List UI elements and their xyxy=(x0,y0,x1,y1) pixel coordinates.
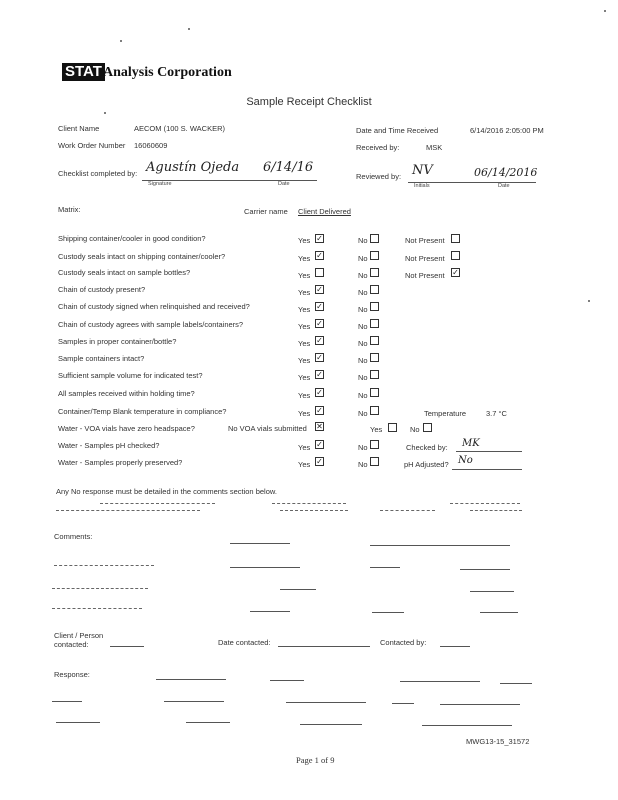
q-holding-time: All samples received within holding time? xyxy=(58,389,195,398)
yes-label: Yes xyxy=(298,254,311,263)
q-voa-headspace: Water - VOA vials have zero headspace? xyxy=(58,424,195,433)
no-label: No xyxy=(358,356,368,365)
work-order-value: 16060609 xyxy=(134,141,168,150)
no-checkbox[interactable] xyxy=(370,302,379,311)
scan-speck xyxy=(604,10,606,12)
comment-line xyxy=(54,565,154,566)
completed-by-label: Checklist completed by: xyxy=(58,169,138,178)
no-voa-checkbox[interactable]: ✕ xyxy=(316,422,323,431)
temperature-label: Temperature xyxy=(424,409,467,418)
carrier-label: Carrier name xyxy=(244,207,288,216)
response-label: Response: xyxy=(54,670,90,679)
no-checkbox[interactable] xyxy=(370,285,379,294)
yes-label: Yes xyxy=(298,356,311,365)
checked-by-value: MK xyxy=(462,438,480,449)
yes-label: Yes xyxy=(298,373,311,382)
q-proper-container: Samples in proper container/bottle? xyxy=(58,337,177,346)
response-line xyxy=(300,724,362,725)
response-line xyxy=(156,679,226,680)
q-sufficient-volume: Sufficient sample volume for indicated test? xyxy=(58,371,203,380)
yes-checkbox[interactable]: ✓ xyxy=(316,370,323,379)
q-chain-agrees-labels: Chain of custody agrees with sample labels/containers? xyxy=(58,320,244,329)
work-order-label: Work Order Number xyxy=(58,141,126,150)
comment-line xyxy=(52,588,148,589)
no-label: No xyxy=(358,288,368,297)
reviewed-initials: NV xyxy=(412,163,433,178)
client-person-label: Client / Person contacted: xyxy=(54,631,104,649)
date-received-label: Date and Time Received xyxy=(356,126,439,135)
comment-line xyxy=(372,612,404,613)
response-line xyxy=(440,704,520,705)
carrier-value: Client Delivered xyxy=(298,207,351,216)
client-person-line xyxy=(110,646,144,647)
comment-line xyxy=(380,510,435,511)
q-chain-signed: Chain of custody signed when relinquished and received? xyxy=(58,302,250,311)
comments-label: Comments: xyxy=(54,532,93,541)
comment-line xyxy=(250,611,290,612)
contacted-by-line xyxy=(440,646,470,647)
scan-speck xyxy=(188,28,190,30)
page-number: Page 1 of 9 xyxy=(296,755,335,765)
yes-checkbox[interactable]: ✓ xyxy=(316,406,323,415)
yes-checkbox[interactable]: ✓ xyxy=(316,285,323,294)
q-chain-of-custody-present: Chain of custody present? xyxy=(58,285,146,294)
comment-line xyxy=(280,589,316,590)
yes-checkbox[interactable]: ✓ xyxy=(316,388,323,397)
no-label: No xyxy=(358,373,368,382)
client-name-value: AECOM (100 S. WACKER) xyxy=(134,124,225,133)
document-id: MWG13-15_31572 xyxy=(466,737,530,746)
no-label: No xyxy=(358,322,368,331)
contacted-by-label: Contacted by: xyxy=(380,638,427,647)
q-containers-intact: Sample containers intact? xyxy=(58,354,145,363)
no-label: No xyxy=(358,409,368,418)
yes-checkbox[interactable] xyxy=(315,268,324,277)
date-contacted-line xyxy=(278,646,370,647)
yes-label: Yes xyxy=(298,391,311,400)
yes-checkbox[interactable]: ✓ xyxy=(316,353,323,362)
response-line xyxy=(52,701,82,702)
response-line xyxy=(286,702,366,703)
yes-label: Yes xyxy=(298,288,311,297)
yes-checkbox[interactable]: ✓ xyxy=(316,251,323,260)
q-temperature-compliance: Container/Temp Blank temperature in compliance? xyxy=(58,407,227,416)
yes-checkbox[interactable] xyxy=(388,423,397,432)
not-present-label: Not Present xyxy=(405,236,445,245)
q-ph-checked: Water - Samples pH checked? xyxy=(58,441,160,450)
no-checkbox[interactable] xyxy=(370,440,379,449)
initials-caption: Initials xyxy=(414,183,430,189)
yes-label: Yes xyxy=(298,236,311,245)
ph-adjusted-line xyxy=(452,469,522,470)
no-label: No xyxy=(358,271,368,280)
yes-checkbox[interactable]: ✓ xyxy=(316,336,323,345)
comment-line xyxy=(272,503,346,504)
date-caption: Date xyxy=(278,181,290,187)
q-properly-preserved: Water - Samples properly preserved? xyxy=(58,458,183,467)
ph-adjusted-label: pH Adjusted? xyxy=(404,460,449,469)
company-logo: STAT xyxy=(62,63,105,81)
reviewed-date-caption: Date xyxy=(498,183,510,189)
reviewed-by-label: Reviewed by: xyxy=(356,172,402,181)
no-label: No xyxy=(358,305,368,314)
no-label: No xyxy=(358,443,368,452)
signature-caption: Signature xyxy=(148,181,172,187)
completed-by-signature: Agustín Ojeda xyxy=(146,160,240,175)
comment-line xyxy=(230,567,300,568)
response-line xyxy=(56,722,100,723)
client-name-label: Client Name xyxy=(58,124,100,133)
comment-line xyxy=(470,591,514,592)
comment-line xyxy=(470,510,522,511)
ph-adjusted-value: No xyxy=(458,455,473,466)
yes-label: Yes xyxy=(298,305,311,314)
comment-line xyxy=(460,569,510,570)
no-checkbox[interactable] xyxy=(370,353,379,362)
comment-line xyxy=(450,503,520,504)
q-custody-seals-bottles: Custody seals intact on sample bottles? xyxy=(58,268,191,277)
scan-speck xyxy=(588,300,590,302)
no-checkbox[interactable] xyxy=(370,336,379,345)
comment-line xyxy=(52,608,142,609)
matrix-label: Matrix: xyxy=(58,205,81,214)
date-received-value: 6/14/2016 2:05:00 PM xyxy=(470,126,544,135)
no-checkbox[interactable] xyxy=(370,406,379,415)
no-checkbox[interactable] xyxy=(370,319,379,328)
comment-line xyxy=(56,510,200,511)
yes-checkbox[interactable]: ✓ xyxy=(316,440,323,449)
no-checkbox[interactable] xyxy=(370,234,379,243)
scan-speck xyxy=(120,40,122,42)
comment-line xyxy=(100,503,215,504)
response-line xyxy=(392,703,414,704)
no-checkbox[interactable] xyxy=(370,388,379,397)
no-label: No xyxy=(358,254,368,263)
no-voa-label: No VOA vials submitted xyxy=(228,424,307,433)
not-present-checkbox[interactable] xyxy=(451,234,460,243)
response-line xyxy=(164,701,224,702)
no-checkbox[interactable] xyxy=(370,268,379,277)
response-line xyxy=(400,681,480,682)
page-title: Sample Receipt Checklist xyxy=(246,96,372,108)
no-label: No xyxy=(358,339,368,348)
no-label: No xyxy=(410,425,420,434)
checked-by-line xyxy=(456,451,522,452)
yes-checkbox[interactable]: ✓ xyxy=(316,234,323,243)
completed-date: 6/14/16 xyxy=(263,160,314,175)
q-shipping-container: Shipping container/cooler in good condition? xyxy=(58,234,206,243)
yes-label: Yes xyxy=(298,322,311,331)
comment-line xyxy=(370,567,400,568)
yes-label: Yes xyxy=(298,339,311,348)
not-present-label: Not Present xyxy=(405,254,445,263)
comment-line xyxy=(280,510,348,511)
no-checkbox[interactable] xyxy=(370,251,379,260)
yes-label: Yes xyxy=(298,409,311,418)
received-by-label: Received by: xyxy=(356,143,400,152)
response-line xyxy=(422,725,512,726)
no-checkbox[interactable] xyxy=(370,457,379,466)
no-checkbox[interactable] xyxy=(423,423,432,432)
date-contacted-label: Date contacted: xyxy=(218,638,271,647)
yes-checkbox[interactable]: ✓ xyxy=(316,319,323,328)
not-present-checkbox[interactable]: ✓ xyxy=(452,268,459,277)
checked-by-label: Checked by: xyxy=(406,443,448,452)
no-label: No xyxy=(358,460,368,469)
response-line xyxy=(270,680,304,681)
yes-checkbox[interactable]: ✓ xyxy=(316,457,323,466)
reviewed-date: 06/14/2016 xyxy=(474,166,538,179)
yes-label: Yes xyxy=(298,271,311,280)
comment-line xyxy=(230,543,290,544)
response-line xyxy=(500,683,532,684)
no-label: No xyxy=(358,236,368,245)
company-name: Analysis Corporation xyxy=(103,65,232,80)
q-custody-seals-cooler: Custody seals intact on shipping container/cooler? xyxy=(58,252,226,261)
response-line xyxy=(186,722,230,723)
no-label: No xyxy=(358,391,368,400)
comments-instruction: Any No response must be detailed in the comments section below. xyxy=(56,487,277,496)
temperature-value: 3.7 °C xyxy=(486,409,507,418)
yes-label: Yes xyxy=(298,443,311,452)
comment-line xyxy=(480,612,518,613)
no-checkbox[interactable] xyxy=(370,370,379,379)
comment-line xyxy=(370,545,510,546)
yes-checkbox[interactable]: ✓ xyxy=(316,302,323,311)
received-by-value: MSK xyxy=(426,143,443,152)
not-present-label: Not Present xyxy=(405,271,445,280)
yes-label: Yes xyxy=(298,460,311,469)
scan-speck xyxy=(104,112,106,114)
not-present-checkbox[interactable] xyxy=(451,251,460,260)
yes-label: Yes xyxy=(370,425,383,434)
